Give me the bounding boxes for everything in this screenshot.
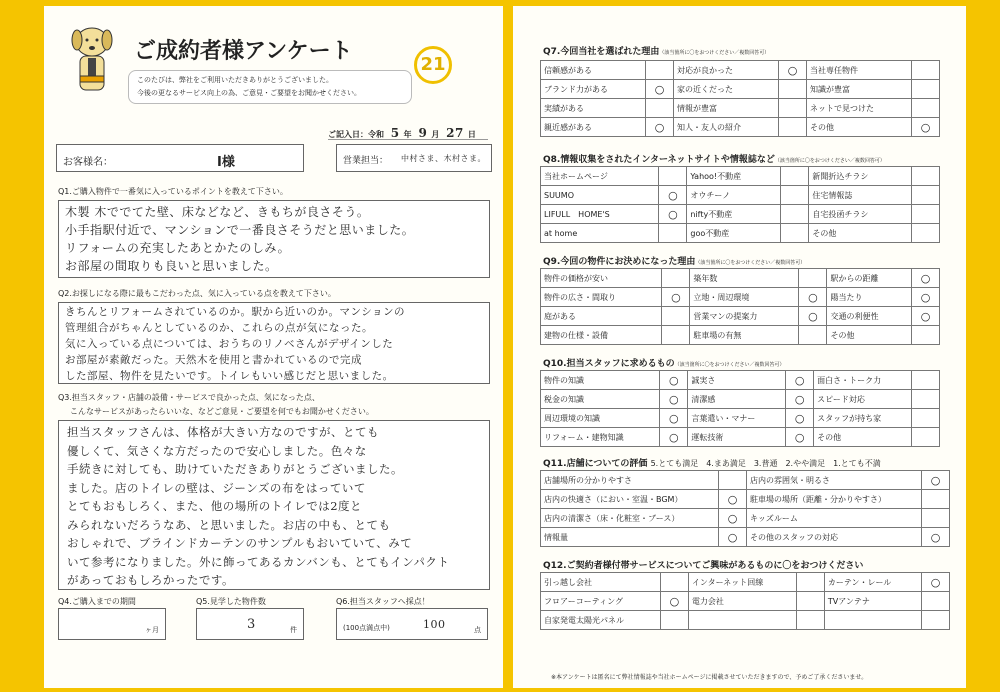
checkbox-cell[interactable]: ○	[786, 371, 814, 390]
table-row	[541, 307, 940, 326]
option-label: その他	[827, 326, 912, 345]
q11-scale: 5.とても満足 4.まあ満足 3.普通 2.やや満足 1.とても不満	[650, 459, 881, 468]
q1-answer-line: リフォームの充実したあとかたのしみ。	[65, 241, 291, 255]
option-label: カーテン・レール	[824, 573, 921, 592]
checkbox-cell[interactable]: ○	[659, 186, 687, 205]
intro-line-1: このたびは、弊社をご利用いただきありがとうございました。	[137, 76, 333, 84]
option-label: 物件の広さ・間取り	[541, 288, 662, 307]
checkbox-cell[interactable]: ○	[719, 509, 747, 528]
checkbox-cell[interactable]: ○	[786, 409, 814, 428]
date-line	[328, 126, 476, 140]
q3-answer-line: 手続きに対しても、助けていただきありがとうございました。	[67, 462, 403, 476]
option-label: 交通の利便性	[827, 307, 912, 326]
checkbox-cell[interactable]: ○	[662, 288, 690, 307]
checkbox-cell[interactable]	[781, 205, 809, 224]
q3-label-line-1: Q3.担当スタッフ・店舗の設備・サービスで良かった点、気になった点、	[58, 393, 320, 402]
option-label: その他	[814, 428, 912, 447]
checkbox-cell[interactable]	[912, 61, 940, 80]
table-row	[541, 167, 940, 186]
checkbox-cell[interactable]: ○	[912, 307, 940, 326]
q7-table	[540, 60, 940, 137]
option-label: 清潔感	[688, 390, 786, 409]
option-label: 情報量	[541, 528, 719, 547]
date-day: 27	[446, 126, 464, 140]
checkbox-cell[interactable]: ○	[660, 592, 688, 611]
table-row	[541, 224, 940, 243]
checkbox-cell[interactable]: ○	[660, 428, 688, 447]
date-month-unit: 月	[431, 130, 440, 139]
option-label: 家の近くだった	[674, 80, 779, 99]
checkbox-cell[interactable]	[922, 592, 950, 611]
checkbox-cell[interactable]	[912, 371, 940, 390]
q3-answer-line: ました。店のトイレの壁は、ジーンズの布をはっていて	[67, 480, 366, 495]
q1-answer-line: お部屋の間取りも良いと思いました。	[65, 259, 278, 273]
checkbox-cell[interactable]: ○	[912, 288, 940, 307]
table-row	[541, 371, 940, 390]
table-row	[541, 611, 950, 630]
date-label: ご記入日：令和	[328, 130, 384, 139]
checkbox-cell[interactable]	[912, 409, 940, 428]
table-row	[541, 80, 940, 99]
staff-names: 中村さま、木村さま。	[401, 154, 486, 163]
checkbox-cell[interactable]	[781, 224, 809, 243]
option-label: 店内の快適さ（におい・室温・BGM）	[541, 490, 719, 509]
mascot-dog-icon	[62, 20, 122, 100]
table-row	[541, 326, 940, 345]
q2-answer-line: お部屋が素敵だった。天然木を使用と書かれているので完成	[65, 354, 362, 366]
checkbox-cell[interactable]	[796, 592, 824, 611]
checkbox-cell[interactable]: ○	[786, 428, 814, 447]
q6-value: 100	[423, 618, 446, 631]
option-label: 駐車場の有無	[690, 326, 799, 345]
q8-label: Q8.情報収集をされたインターネットサイトや情報誌など	[543, 155, 775, 165]
q5-value: 3	[247, 617, 256, 632]
q7-label: Q7.今回当社を選ばれた理由	[543, 47, 660, 57]
option-label: 店内の雰囲気・明るさ	[747, 471, 922, 490]
option-label: 自宅投函チラシ	[809, 205, 912, 224]
customer-label: お客様名：	[63, 157, 113, 168]
checkbox-cell[interactable]	[912, 186, 940, 205]
intro-line-2: 今後の更なるサービス向上の為、ご意見・ご要望をお聞かせください。	[137, 89, 361, 97]
checkbox-cell[interactable]	[922, 611, 950, 630]
option-label: 住宅情報誌	[809, 186, 912, 205]
checkbox-cell[interactable]: ○	[659, 205, 687, 224]
option-label: 言葉遣い・マナー	[688, 409, 786, 428]
table-row	[541, 118, 940, 137]
option-label: 情報が豊富	[674, 99, 779, 118]
option-label: ブランド力がある	[541, 80, 646, 99]
checkbox-cell[interactable]	[779, 80, 807, 99]
option-label: 周辺環境の知識	[541, 409, 660, 428]
option-label: at home	[541, 224, 659, 243]
q4-unit: ヶ月	[145, 626, 159, 634]
option-label: 電力会社	[688, 592, 796, 611]
table-row	[541, 573, 950, 592]
q3-answer-line: 優しくて、気さくな方だったので安心しました。色々な	[67, 443, 367, 458]
q3-answer-line: みられないだろうなあ、と思いました。お店の中も、とても	[67, 517, 391, 532]
table-row	[541, 490, 950, 509]
q2-answer-line: 管理組合がちゃんとしているのか、これらの点が気になった。	[65, 322, 373, 334]
table-row	[541, 390, 940, 409]
option-label: 自家発電太陽光パネル	[541, 611, 661, 630]
option-label	[824, 611, 921, 630]
q3-answer-line: があっておもしろかったです。	[67, 573, 234, 587]
q2-answer-line: した部屋、物件を見たいです。トイレもいい感じだと思いました。	[65, 370, 394, 382]
checkbox-cell[interactable]	[662, 326, 690, 345]
checkbox-cell[interactable]	[912, 390, 940, 409]
q6-prefix: (100点満点中)	[343, 624, 390, 632]
checkbox-cell[interactable]	[912, 205, 940, 224]
checkbox-cell[interactable]	[922, 490, 950, 509]
option-label: 店舗場所の分かりやすさ	[541, 471, 719, 490]
checkbox-cell[interactable]: ○	[922, 471, 950, 490]
checkbox-cell[interactable]	[719, 471, 747, 490]
option-label: フロアーコーティング	[541, 592, 661, 611]
option-label: 当社ホームページ	[541, 167, 659, 186]
checkbox-cell[interactable]: ○	[719, 528, 747, 547]
q6-box	[336, 608, 488, 640]
survey-left-page	[44, 6, 503, 688]
option-label: キッズルーム	[747, 509, 922, 528]
q7-note: （該当箇所に〇をおつけください／複数回答可）	[659, 50, 770, 56]
option-label: スタッフが持ち家	[814, 409, 912, 428]
date-year-unit: 年	[403, 130, 412, 139]
q2-answer	[65, 304, 405, 384]
checkbox-cell[interactable]: ○	[912, 269, 940, 288]
q6-label: Q6.担当スタッフへ採点！	[336, 597, 430, 606]
q7-heading	[543, 44, 769, 57]
option-label: その他のスタッフの対応	[747, 528, 922, 547]
checkbox-cell[interactable]: ○	[922, 573, 950, 592]
q10-heading	[543, 356, 785, 369]
q9-heading	[543, 254, 805, 267]
q3-answer-line: 担当スタッフさんは、体格が大きい方なのですが、とても	[67, 425, 379, 439]
checkbox-cell[interactable]	[799, 326, 827, 345]
checkbox-cell[interactable]	[662, 307, 690, 326]
date-month: 9	[418, 126, 428, 140]
checkbox-cell[interactable]	[646, 61, 674, 80]
option-label: TVアンテナ	[824, 592, 921, 611]
q10-label: Q10.担当スタッフに求めるもの	[543, 359, 675, 369]
option-label: 信頼感がある	[541, 61, 646, 80]
option-label: 実績がある	[541, 99, 646, 118]
q12-table	[540, 572, 950, 630]
table-row	[541, 409, 940, 428]
q1-answer-box	[58, 200, 490, 278]
checkbox-cell[interactable]	[781, 167, 809, 186]
checkbox-cell[interactable]	[796, 573, 824, 592]
option-label: 誠実さ	[688, 371, 786, 390]
option-label: その他	[807, 118, 912, 137]
option-label: Yahoo!不動産	[687, 167, 781, 186]
century21-logo: 21	[414, 46, 452, 84]
table-row	[541, 269, 940, 288]
q10-note: （該当箇所に〇をおつけください／複数回答可）	[674, 362, 785, 368]
option-label: 建物の仕様・設備	[541, 326, 662, 345]
checkbox-cell[interactable]	[912, 99, 940, 118]
table-row	[541, 509, 950, 528]
date-day-unit: 日	[467, 130, 476, 139]
checkbox-cell[interactable]: ○	[799, 307, 827, 326]
option-label: 対応が良かった	[674, 61, 779, 80]
q3-answer-line: とてもおもしろく、また、他の場所のトイレでは2度と	[67, 499, 363, 513]
q4-box	[58, 608, 166, 640]
q11-heading	[543, 456, 881, 469]
option-label: 築年数	[690, 269, 799, 288]
option-label: 親近感がある	[541, 118, 646, 137]
q11-table	[540, 470, 950, 547]
table-row	[541, 99, 940, 118]
q11-label: Q11.店舗についての評価	[543, 459, 648, 469]
table-row	[541, 288, 940, 307]
table-row	[541, 528, 950, 547]
q1-label: Q1.ご購入物件で一番気に入っているポイントを教えて下さい。	[58, 187, 288, 196]
option-label: 面白さ・トーク力	[814, 371, 912, 390]
option-label: スピード対応	[814, 390, 912, 409]
footer-note: ※本アンケートは匿名にて弊社情報誌や当社ホームページに掲載させていただきますので、予めご了承くださいませ。	[551, 674, 868, 681]
checkbox-cell[interactable]	[779, 118, 807, 137]
option-label: 引っ越し会社	[541, 573, 661, 592]
staff-label: 営業担当：	[343, 156, 389, 166]
option-label: LIFULL HOME'S	[541, 205, 659, 224]
table-row	[541, 471, 950, 490]
q3-answer-line: おしゃれで、ブラインドカーテンのサンプルもおいていて、みて	[67, 536, 413, 550]
option-label: 物件の知識	[541, 371, 660, 390]
table-row	[541, 186, 940, 205]
q3-answer-box	[58, 420, 490, 590]
option-label: 当社専任物件	[807, 61, 912, 80]
option-label: 新聞折込チラシ	[809, 167, 912, 186]
option-label: nifty不動産	[687, 205, 781, 224]
table-row	[541, 428, 940, 447]
checkbox-cell[interactable]	[796, 611, 824, 630]
q6-unit: 点	[474, 626, 481, 634]
option-label: インターネット回線	[688, 573, 796, 592]
option-label: SUUMO	[541, 186, 659, 205]
q3-answer-line: いて参考になりました。外に飾ってあるカンバンも、とてもインパクト	[67, 554, 450, 569]
q9-table	[540, 268, 940, 345]
checkbox-cell[interactable]	[660, 573, 688, 592]
q8-table	[540, 166, 940, 243]
checkbox-cell[interactable]	[660, 611, 688, 630]
checkbox-cell[interactable]: ○	[799, 288, 827, 307]
checkbox-cell[interactable]: ○	[719, 490, 747, 509]
q10-table	[540, 370, 940, 447]
staff-box	[336, 144, 492, 172]
checkbox-cell[interactable]	[659, 224, 687, 243]
q4-label: Q4.ご購入までの期間	[58, 597, 136, 606]
checkbox-cell[interactable]	[779, 99, 807, 118]
q2-answer-box	[58, 302, 490, 384]
checkbox-cell[interactable]: ○	[912, 118, 940, 137]
table-row	[541, 592, 950, 611]
q12-label: Q12.ご契約者様付帯サービスについてご興味があるものに〇をおつけください	[543, 561, 864, 571]
checkbox-cell[interactable]	[912, 167, 940, 186]
option-label: 立地・周辺環境	[690, 288, 799, 307]
date-underline	[328, 139, 488, 140]
checkbox-cell[interactable]	[799, 269, 827, 288]
checkbox-cell[interactable]	[912, 80, 940, 99]
table-row	[541, 205, 940, 224]
checkbox-cell[interactable]: ○	[786, 390, 814, 409]
checkbox-cell[interactable]	[781, 186, 809, 205]
option-label: 営業マンの提案力	[690, 307, 799, 326]
checkbox-cell[interactable]: ○	[660, 409, 688, 428]
checkbox-cell[interactable]	[662, 269, 690, 288]
option-label: 駅からの距離	[827, 269, 912, 288]
checkbox-cell[interactable]	[659, 167, 687, 186]
checkbox-cell[interactable]	[912, 428, 940, 447]
checkbox-cell[interactable]: ○	[660, 390, 688, 409]
option-label: 知識が豊富	[807, 80, 912, 99]
option-label: 知人・友人の紹介	[674, 118, 779, 137]
q9-label: Q9.今回の物件にお決めになった理由	[543, 257, 696, 267]
q3-answer	[67, 423, 449, 590]
q2-answer-line: 気に入っている点については、おうちのリノベさんがデザインした	[65, 338, 394, 350]
checkbox-cell[interactable]: ○	[779, 61, 807, 80]
q8-note: （該当箇所に〇をおつけください／複数回答可）	[774, 158, 885, 164]
q5-box	[196, 608, 304, 640]
page-title: ご成約者様アンケート	[134, 39, 353, 64]
option-label: リフォーム・建物知識	[541, 428, 660, 447]
checkbox-cell[interactable]: ○	[660, 371, 688, 390]
checkbox-cell[interactable]: ○	[646, 80, 674, 99]
q2-label: Q2.お探しになる際に最もこだわった点、気に入っている点を教えて下さい。	[58, 289, 336, 298]
option-label: オウチーノ	[687, 186, 781, 205]
q1-answer-line: 小手指駅付近で、マンションで一番良さそうだと思いました。	[65, 223, 415, 237]
checkbox-cell[interactable]: ○	[922, 528, 950, 547]
option-label: 運転技術	[688, 428, 786, 447]
q9-note: （該当箇所に〇をおつけください／複数回答可）	[695, 260, 806, 266]
q5-unit: 件	[290, 626, 297, 634]
table-row	[541, 61, 940, 80]
q2-answer-line: きちんとリフォームされているのか。駅から近いのか。マンションの	[65, 306, 406, 318]
q8-heading	[543, 152, 885, 165]
survey-right-page	[513, 6, 966, 688]
checkbox-cell[interactable]	[912, 326, 940, 345]
q1-answer-line: 木製 木ででてた壁、床などなど、きもちが良さそう。	[65, 205, 370, 219]
customer-name-box	[56, 144, 304, 172]
q5-label: Q5.見学した物件数	[196, 597, 266, 606]
option-label: ネットで見つけた	[807, 99, 912, 118]
customer-name: I様	[217, 155, 235, 170]
option-label: 庭がある	[541, 307, 662, 326]
q1-answer	[65, 203, 414, 275]
intro-box	[128, 70, 412, 104]
option-label: 税金の知識	[541, 390, 660, 409]
checkbox-cell[interactable]	[646, 99, 674, 118]
option-label: 駐車場の場所（距離・分かりやすさ）	[747, 490, 922, 509]
option-label: 陽当たり	[827, 288, 912, 307]
checkbox-cell[interactable]: ○	[646, 118, 674, 137]
date-year: 5	[390, 126, 400, 140]
q3-label-line-2: こんなサービスがあったらいいな、などご意見・ご要望を何でもお聞かせください。	[70, 407, 374, 416]
option-label: その他	[809, 224, 912, 243]
option-label: 店内の清潔さ（床・化粧室・ブース）	[541, 509, 719, 528]
option-label: 物件の価格が安い	[541, 269, 662, 288]
option-label: goo不動産	[687, 224, 781, 243]
checkbox-cell[interactable]	[912, 224, 940, 243]
option-label	[688, 611, 796, 630]
checkbox-cell[interactable]	[922, 509, 950, 528]
